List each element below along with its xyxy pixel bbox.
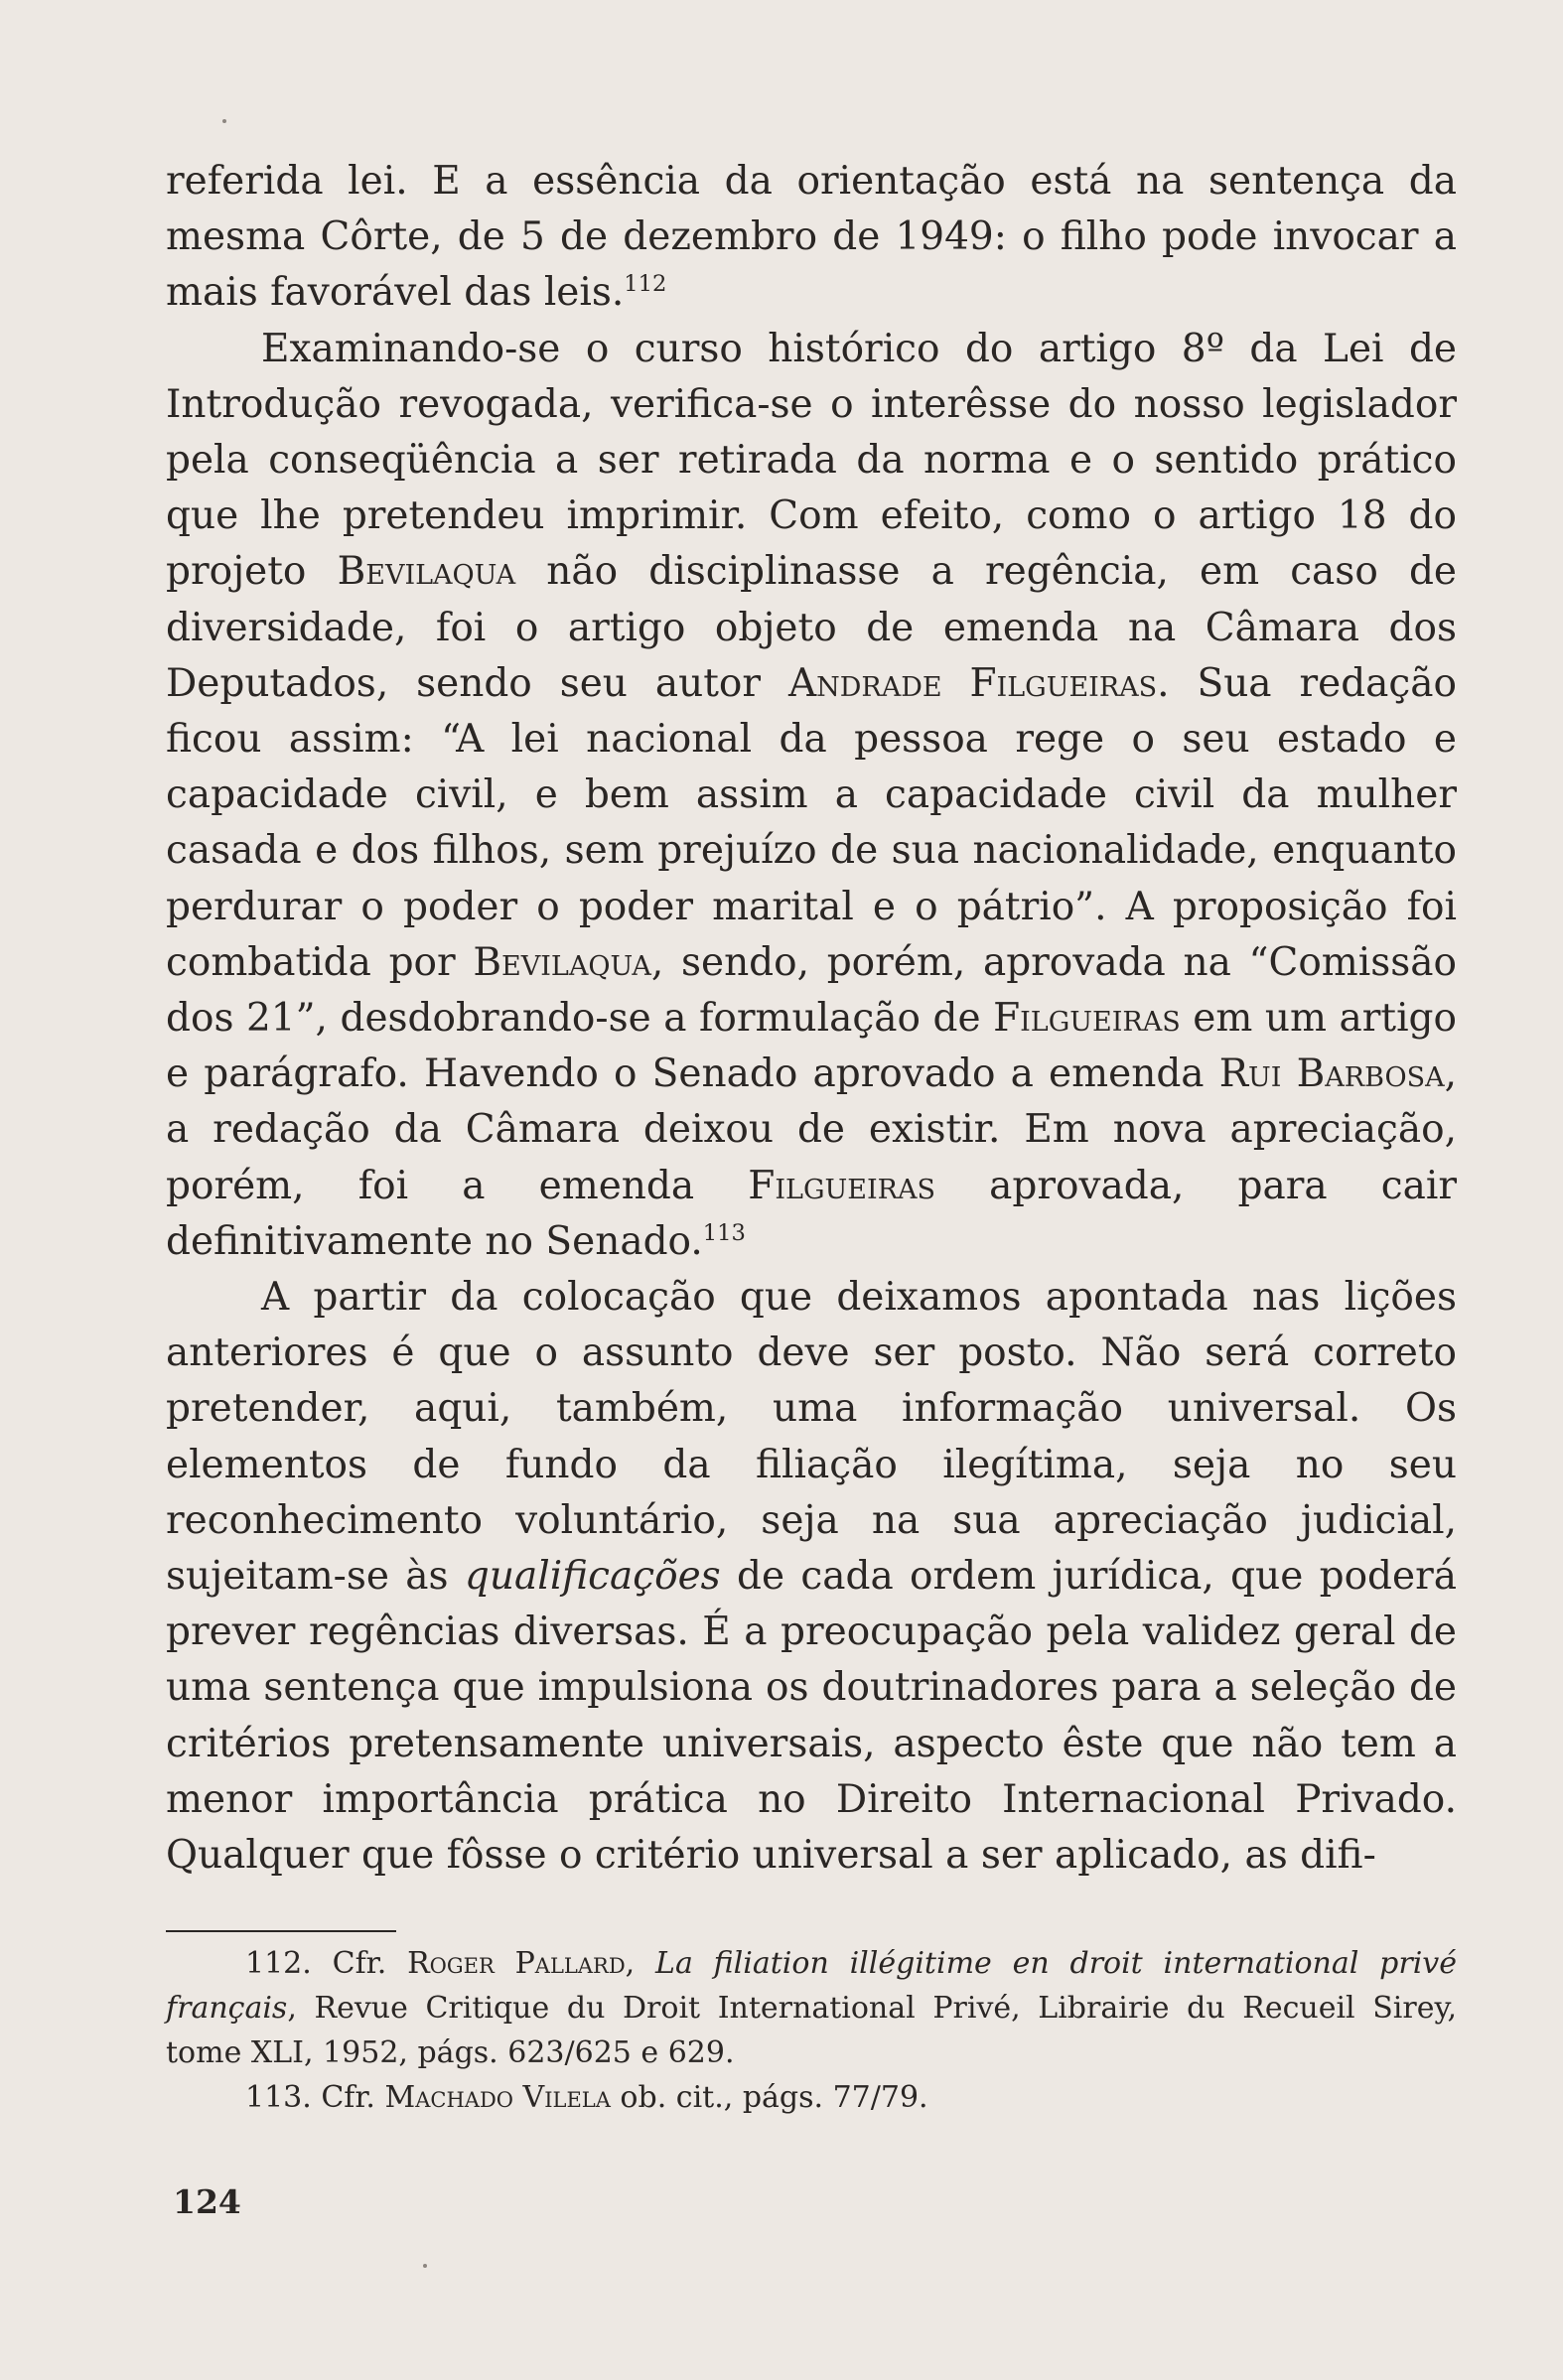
paragraph-1	[166, 154, 1457, 322]
author-name-filgueiras-2: Filgueiras	[748, 1163, 935, 1208]
footnote-number: 113.	[245, 2080, 312, 2115]
author-name-bevilaqua: Bevilaqua	[337, 549, 516, 595]
author-name-filgueiras: Filgueiras	[993, 996, 1181, 1042]
paragraph-2-text-2: não disciplinasse a regência, em caso de diversidade, foi o artigo objeto de emenda na Câmara dos Deputados, sendo seu autor	[166, 549, 1457, 706]
author-name-bevilaqua-2: Bevilaqua	[473, 939, 651, 985]
footnote-113	[166, 2075, 1457, 2120]
author-name-andrade-filgueiras: Andrade Filgueiras	[787, 660, 1158, 706]
footnote-cfr: Cfr.	[311, 1946, 408, 1981]
paragraph-2-text-4: , sendo, porém, aprovada na “Comissão dos 21”, desdobrando-se a formulação de	[166, 939, 1458, 1042]
footnote-comma: ,	[625, 1946, 656, 1981]
author-name-rui-barbosa: Rui Barbosa	[1218, 1051, 1445, 1097]
footnote-number: 112.	[245, 1946, 312, 1981]
paragraph-1-text: referida lei. E a essência da orientação está na sentença da mesma Côrte, de 5 de dezembro de 1949: o filho pode invocar a mais favorável das leis.	[166, 159, 1457, 316]
footnote-cfr: Cfr.	[311, 2080, 385, 2115]
paragraph-2-text-7: aprovada, para cair definitivamente no Senado.	[166, 1163, 1458, 1264]
footnote-rest: ob. cit., págs. 77/79.	[610, 2080, 928, 2115]
paragraph-3	[166, 1270, 1457, 1884]
footnote-separator	[166, 1930, 396, 1932]
emphasis-qualificacoes: qualificações	[464, 1554, 721, 1600]
footnote-author: Machado Vilela	[384, 2080, 611, 2115]
footnote-author: Roger Pallard	[407, 1946, 626, 1981]
footnote-112	[166, 1941, 1457, 2075]
paragraph-2-text-6: , a redação da Câmara deixou de existir. Em nova apreciação, porém, foi a emenda	[166, 1051, 1457, 1208]
paper-speck	[222, 119, 226, 123]
page-number: 124	[173, 2182, 241, 2221]
paper-speck	[423, 2264, 427, 2268]
footnote-title: La filiation illégitime en droit international privé français	[166, 1946, 1458, 2026]
main-text	[166, 154, 1457, 1884]
paragraph-2	[166, 322, 1457, 1270]
footnote-ref-112: 112	[624, 271, 667, 298]
paragraph-3-text-1: A partir da colocação que deixamos apontada nas lições anteriores é que o assunto deve ser posto. Não será correto pretender, aqui, também, uma informação universal. Os elementos de fundo da filiação ilegítima, seja no seu reconhecimento voluntário, seja na sua apreciação judicial, sujeitam-se às	[166, 1275, 1457, 1600]
paragraph-2-text-5: em um artigo e parágrafo. Havendo o Senado aprovado a emenda	[166, 996, 1457, 1097]
footnote-rest: , Revue Critique du Droit International Privé, Librairie du Recueil Sirey, tome XLI, 1952, págs. 623/625 e 629.	[166, 1991, 1457, 2070]
footnote-ref-113: 113	[702, 1219, 746, 1246]
paragraph-2-text-3: . Sua redação ficou assim: “A lei nacional da pessoa rege o seu estado e capacidade civil, e bem assim a capacidade civil da mulher casada e dos filhos, sem prejuízo de sua nacionalidade, enquanto perdurar o poder o poder marital e o pátrio”. A proposição foi combatida por	[166, 660, 1457, 985]
paragraph-2-text-1: Examinando-se o curso histórico do artigo 8º da Lei de Introdução revogada, verifica-se o interêsse do nosso legislador pela conseqüência a ser retirada da norma e o sentido prático que lhe pretendeu imprimir. Com efeito, como o artigo 18 do projeto	[166, 326, 1457, 595]
footnotes	[166, 1941, 1457, 2120]
paragraph-3-text-2: de cada ordem jurídica, que poderá prever regências diversas. É a preocupação pela validez geral de uma sentença que impulsiona os doutrinadores para a seleção de critérios pretensamente universais, aspecto êste que não tem a menor importância prática no Direito Internacional Privado. Qualquer que fôsse o critério universal a ser aplicado, as difi-	[166, 1554, 1457, 1879]
